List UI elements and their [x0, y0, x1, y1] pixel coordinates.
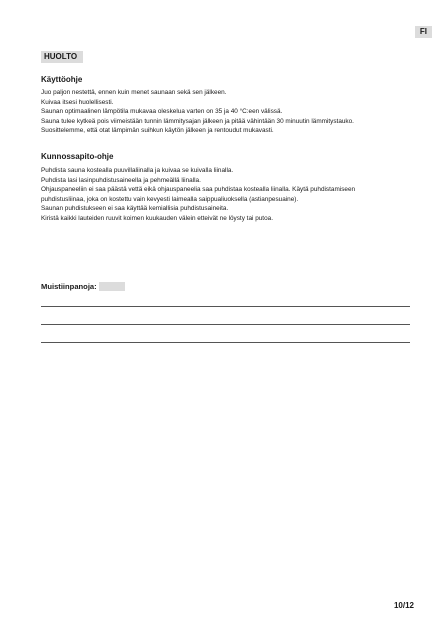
note-line — [41, 342, 410, 343]
maintenance-line: Puhdista lasi lasinpuhdistusaineella ja pehmeällä liinalla. — [41, 176, 201, 184]
maintenance-heading: Kunnossapito-ohje — [41, 152, 114, 161]
notes-label-text: Muistiinpanoja: — [41, 282, 97, 291]
notes-label — [41, 282, 125, 292]
section-title: HUOLTO — [41, 51, 83, 63]
usage-line: Juo paljon nestettä, ennen kuin menet saunaan sekä sen jälkeen. — [41, 89, 227, 96]
maintenance-line: Saunan puhdistukseen ei saa käyttää kemiallisia puhdistusaineita. — [41, 205, 229, 213]
usage-instructions — [41, 88, 421, 136]
usage-line: Sauna tulee kytkeä pois viimeistään tunnin lämmitysajan jälkeen ja pitää vähintään 30 minuutin lämmitystauko. — [41, 117, 354, 125]
notes-label-shade — [99, 282, 125, 291]
usage-line: Suosittelemme, että otat lämpimän suihkun käytön jälkeen ja rentoudut mukavasti. — [41, 127, 274, 135]
note-line — [41, 306, 410, 307]
page-number: 10/12 — [393, 601, 414, 610]
maintenance-line: Ohjauspaneeliin ei saa päästä vettä eikä ohjauspaneelia saa puhdistaa kostealla liinalla. Käytä puhdistamiseen — [41, 186, 356, 194]
maintenance-instructions — [41, 166, 421, 224]
maintenance-line: Puhdista sauna kostealla puuvillaliinalla ja kuivaa se kuivalla liinalla. — [41, 167, 234, 174]
maintenance-line: Kiristä kaikki lauteiden ruuvit koimen kuukauden välein etteivät ne löysty tai putoa. — [41, 214, 273, 222]
usage-line: Saunan optimaalinen lämpötila mukavaa oleskelua varten on 35 ja 40 °C:een välissä. — [41, 108, 283, 116]
maintenance-line: puhdistusliinaa, joka on kostettu vain kevyesti laimealla saippualiuoksella (astianpesuaine). — [41, 195, 299, 203]
usage-heading: Käyttöohje — [41, 75, 83, 84]
usage-line: Kuivaa itsesi huolellisesti. — [41, 98, 114, 106]
language-tag: FI — [415, 26, 432, 38]
note-line — [41, 324, 410, 325]
